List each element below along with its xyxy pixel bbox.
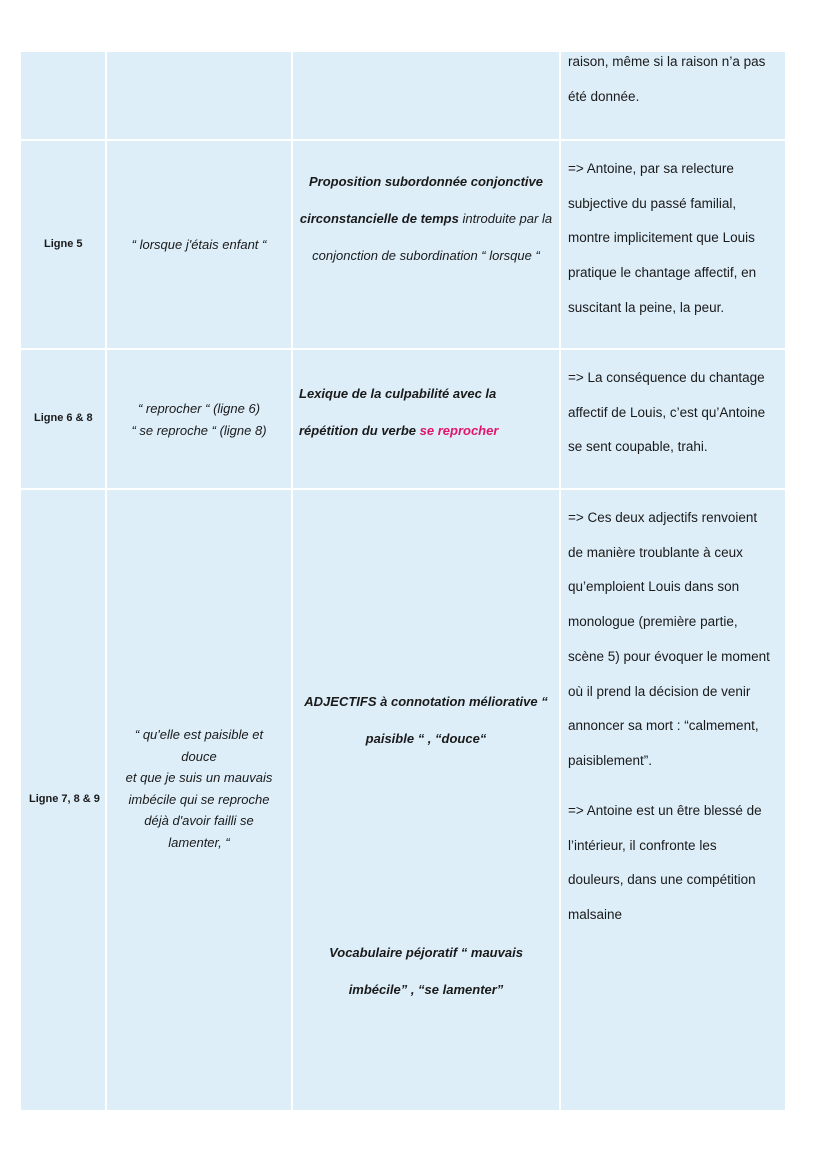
row1-analysis: Proposition subordonnée conjonctive circonstancielle de temps introduite par la conjonction de subordination “ lorsque “ [299,174,553,263]
row3-col1 [21,490,105,1110]
row0-col1 [21,52,105,139]
row3-analysis-adjectifs: ADJECTIFS à connotation méliorative “ paisible “ , “douce“ [304,694,548,746]
row0-col4 [561,52,785,139]
row2-col2 [107,350,291,488]
row3-col3 [293,490,559,1110]
row2-interpretation: => La conséquence du chantage affectif de Louis, c’est qu’Antoine se sent coupable, trahi. [568,370,766,455]
row3-interpretation: => Ces deux adjectifs renvoient de manière troublante à ceux qu’emploient Louis dans son monologue (première partie, scène 5) pour évoquer le moment où il prend la décision de venir annoncer sa mort : “calmement, paisiblement”. [568,510,770,768]
row1-col1 [21,141,105,348]
row2-analysis: Lexique de la culpabilité avec la répétition du verbe se reprocher [299,386,499,438]
row1-col4 [561,141,785,348]
row1-line-label: Ligne 5 [44,238,83,250]
row3-quote: “ qu'elle est paisible et douce et que je suis un mauvais imbécile qui se reproche déjà d'avoir failli se lamenter, “ [125,727,273,850]
row1-quote: “ lorsque j'étais enfant “ [131,237,267,252]
row1-col3 [293,141,559,348]
row2-col4 [561,350,785,488]
row0-col2 [107,52,291,139]
row3-interpretation-2: => Antoine est un être blessé de l’intérieur, il confronte les douleurs, dans une compétition malsaine [568,803,762,923]
row3-line-label: Ligne 7, 8 & 9 [29,793,100,805]
row2-line-label: Ligne 6 & 8 [34,412,93,424]
row0-col3 [293,52,559,139]
row2-col3 [293,350,559,488]
row1-interpretation: => Antoine, par sa relecture subjective du passé familial, montre implicitement que Louis pratique le chantage affectif, en suscitant la peine, la peur. [568,161,757,315]
row3-col2 [107,490,291,1110]
row0-interpretation: raison, même si la raison n’a pas été donnée. [568,54,766,104]
row1-col2 [107,141,291,348]
row3-analysis-vocabulaire: Vocabulaire péjoratif “ mauvais imbécile” , “se lamenter” [329,945,523,997]
row2-col1 [21,350,105,488]
row3-col4 [561,490,785,1110]
row2-quote: “ reprocher “ (ligne 6) “ se reproche “ (ligne 8) [131,401,267,438]
